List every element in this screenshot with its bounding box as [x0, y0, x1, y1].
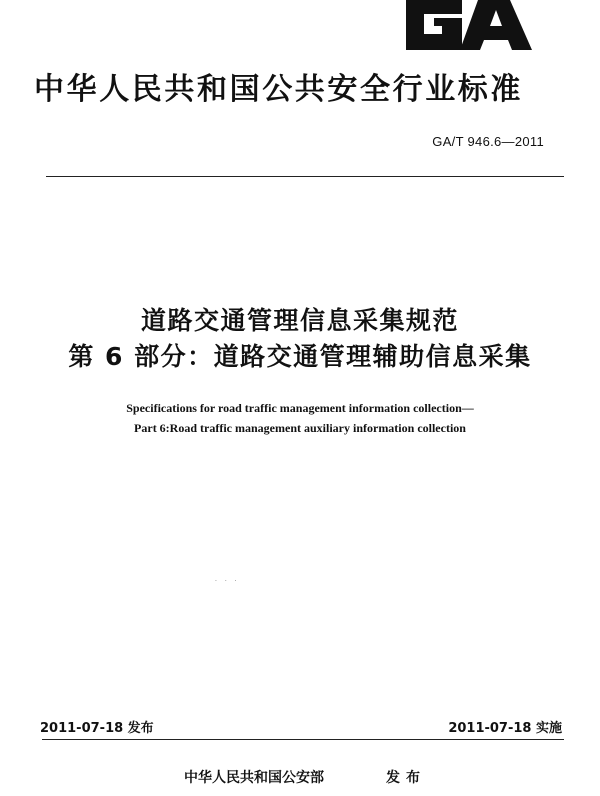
title-cn-line1: 道路交通管理信息采集规范 [140, 306, 459, 335]
issuer: 中华人民共和国公安部 [184, 770, 324, 786]
top-divider [46, 176, 564, 177]
bottom-divider [42, 739, 564, 740]
ga-logo [404, 0, 532, 50]
scan-specks: · · · [215, 578, 240, 585]
org-title: 中华人民共和国公共安全行业标准 [34, 72, 523, 107]
title-en-line1: Specifications for road traffic management information collection— [126, 401, 474, 415]
issue-word: 发布 [386, 770, 426, 786]
publish-date: 2011-07-18 发布 [40, 721, 154, 736]
implement-date: 2011-07-18 实施 [448, 721, 562, 736]
title-en-line2: Part 6:Road traffic management auxiliary information collection [134, 421, 466, 435]
ga-logo-mark [404, 0, 532, 50]
standard-code: GA/T 946.6—2011 [432, 134, 544, 149]
title-cn-line2: 第 6 部分：道路交通管理辅助信息采集 [68, 342, 532, 371]
